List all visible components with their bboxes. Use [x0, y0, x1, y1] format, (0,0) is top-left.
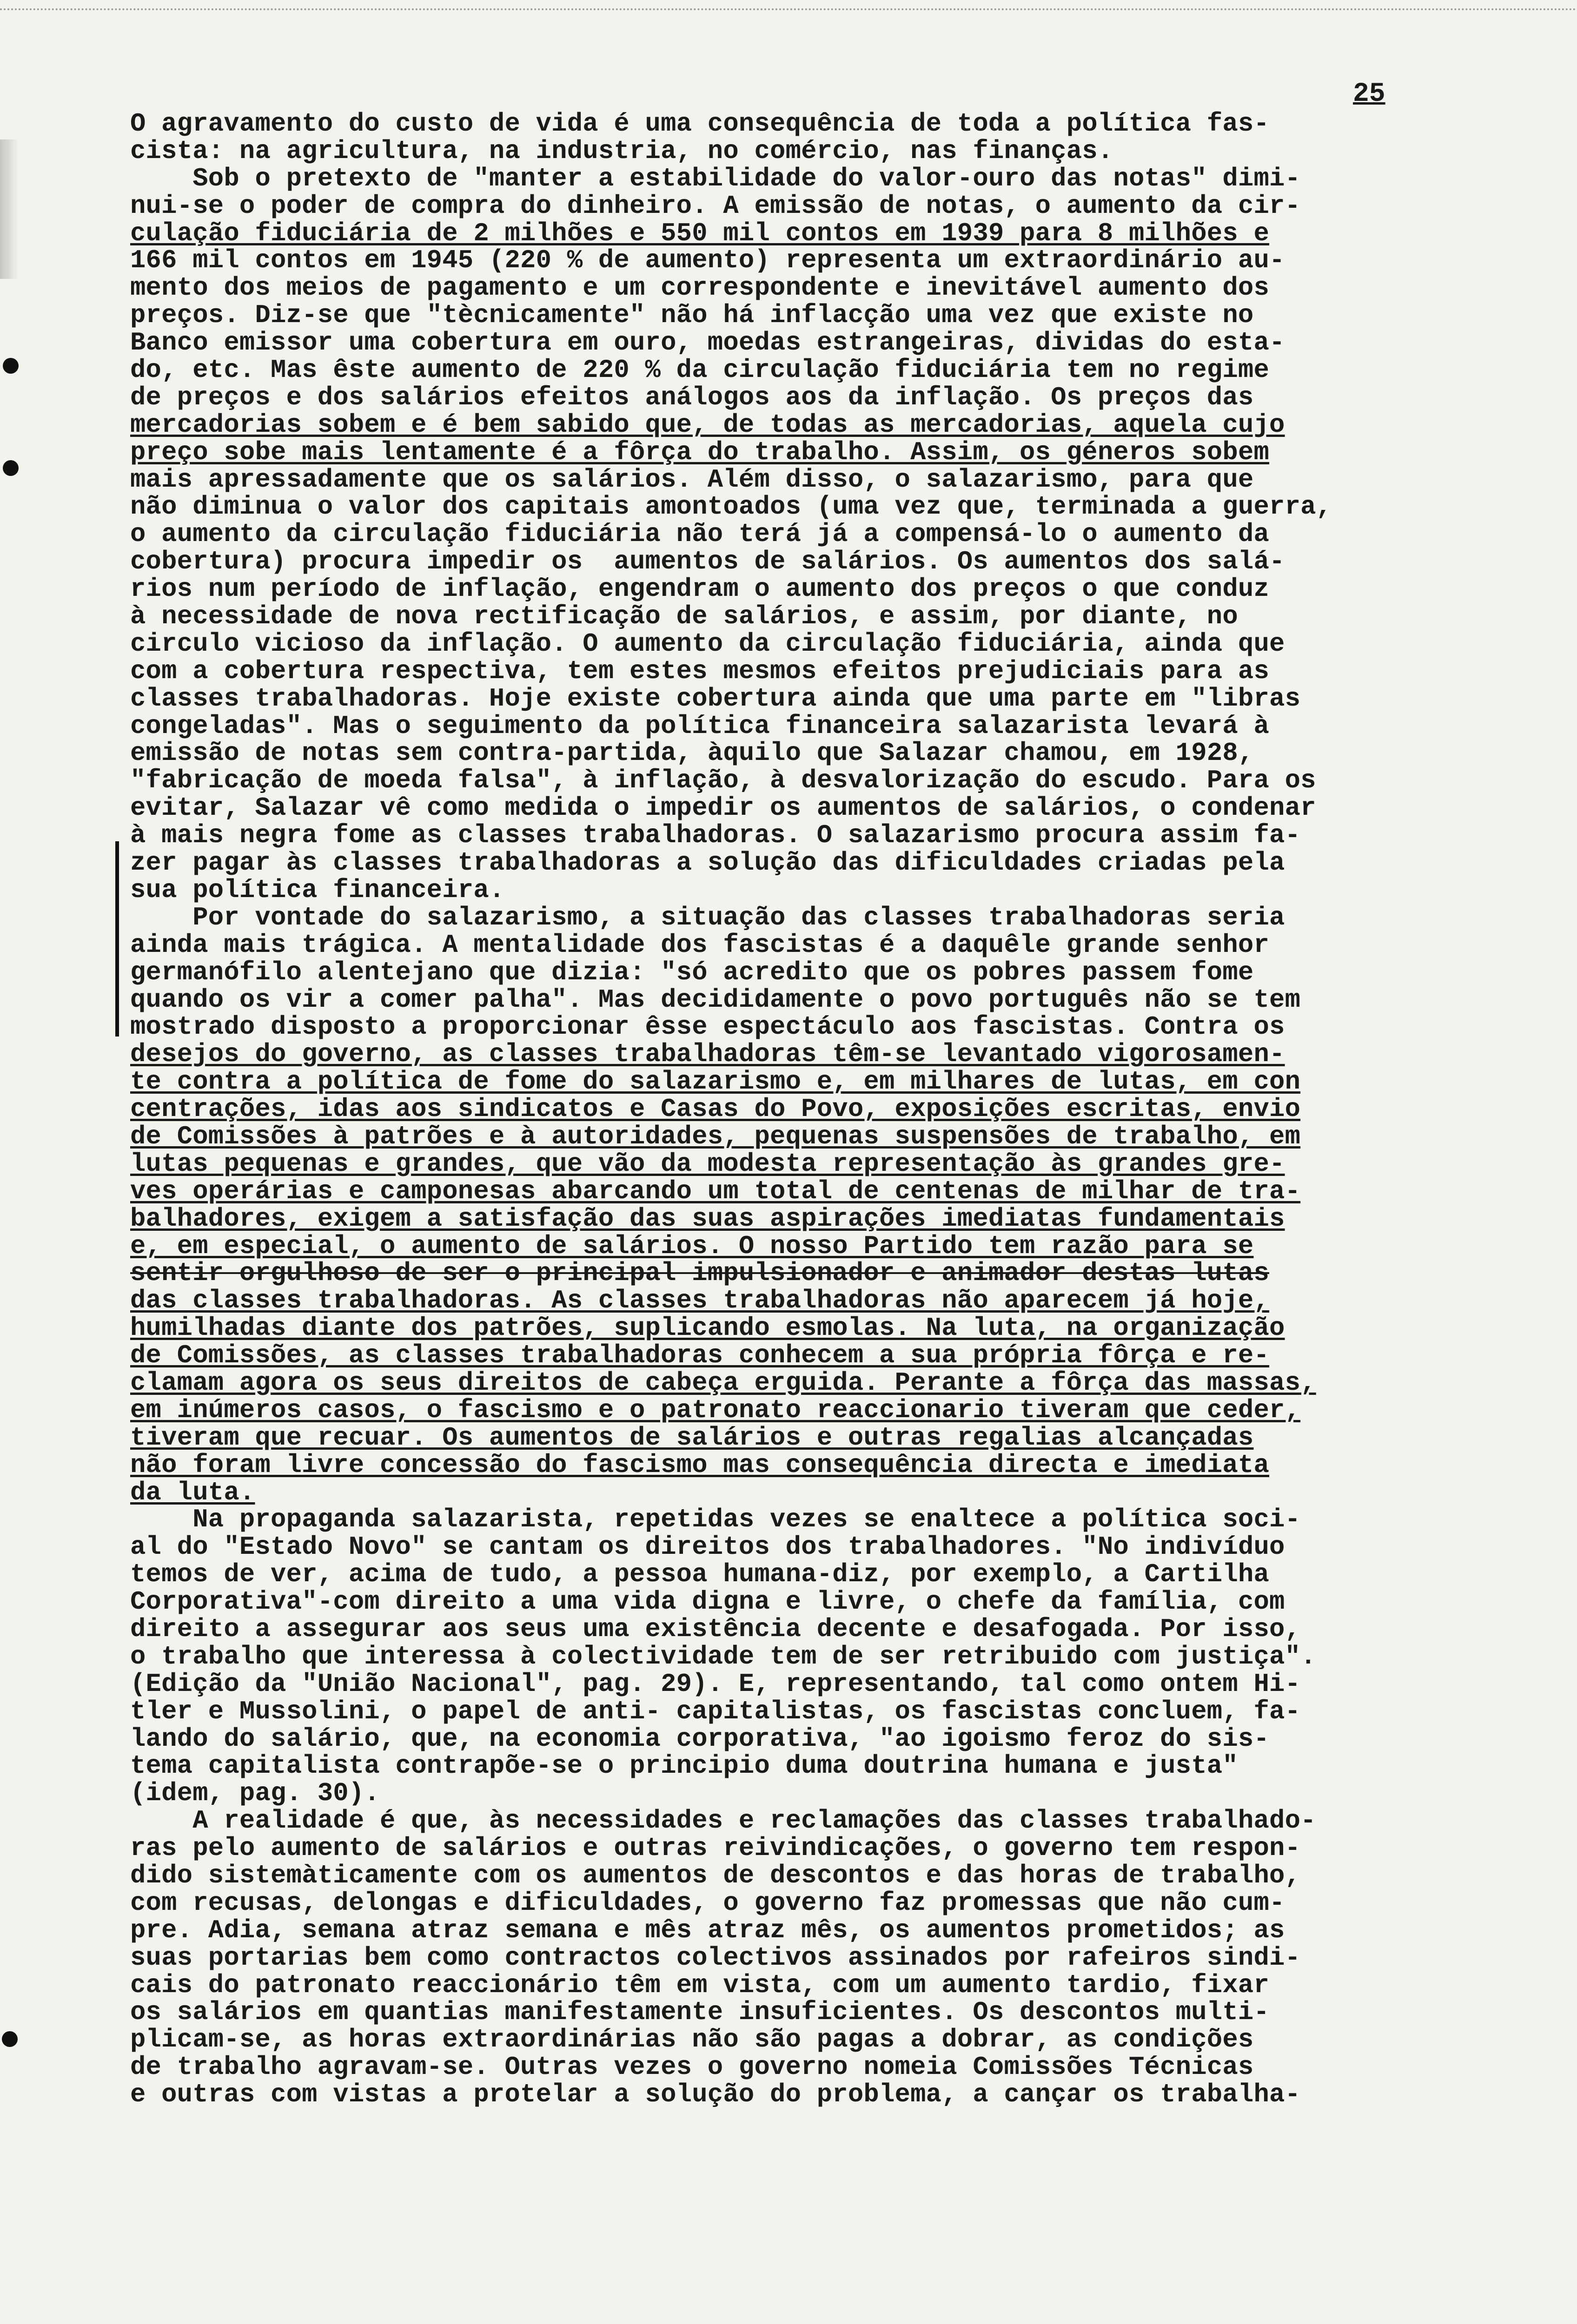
- text-line: sentir orgulhoso de ser o principal impulsionador e animador destas lutas: [130, 1260, 1270, 1288]
- text-line: al do "Estado Novo" se cantam os direitos dos trabalhadores. "No indivíduo: [130, 1534, 1285, 1562]
- text-line: não foram livre concessão do fascismo mas consequência directa e imediata: [130, 1452, 1270, 1479]
- text-line: direito a assegurar aos seus uma existência decente e desafogada. Por isso,: [130, 1616, 1301, 1644]
- text-line: desejos do governo, as classes trabalhadoras têm-se levantado vigorosamen-: [130, 1041, 1285, 1069]
- text-line: circulo vicioso da inflação. O aumento da circulação fiduciária, ainda que: [130, 630, 1285, 658]
- text-line: Corporativa"-com direito a uma vida digna e livre, o chefe da família, com: [130, 1589, 1285, 1616]
- text-line: não diminua o valor dos capitais amontoados (uma vez que, terminada a guerra,: [130, 494, 1332, 522]
- text-line: com a cobertura respectiva, tem estes mesmos efeitos prejudiciais para as: [130, 658, 1270, 686]
- text-line: mercadorias sobem e é bem sabido que, de todas as mercadorias, aquela cujo: [130, 411, 1285, 439]
- text-line: o trabalho que interessa à colectividade tem de ser retribuido com justiça".: [130, 1643, 1316, 1671]
- text-line: congeladas". Mas o seguimento da política financeira salazarista levará à: [130, 713, 1270, 740]
- text-line: o aumento da circulação fiduciária não terá já a compensá-lo o aumento da: [130, 521, 1270, 549]
- text-line: e, em especial, o aumento de salários. O nosso Partido tem razão para se: [130, 1233, 1254, 1261]
- text-line: das classes trabalhadoras. As classes trabalhadoras não aparecem já hoje,: [130, 1287, 1270, 1315]
- text-line: (idem, pag. 30).: [130, 1780, 380, 1808]
- text-line: em inúmeros casos, o fascismo e o patronato reaccionario tiveram que ceder,: [130, 1397, 1301, 1425]
- text-line: cista: na agricultura, na industria, no comércio, nas finanças.: [130, 138, 1113, 165]
- text-line: humilhadas diante dos patrões, suplicando esmolas. Na luta, na organização: [130, 1315, 1285, 1343]
- typewritten-text: [130, 111, 1516, 2109]
- text-line: temos de ver, acima de tudo, a pessoa humana-diz, por exemplo, a Cartilha: [130, 1561, 1270, 1589]
- text-line: lando do salário, que, na economia corporativa, "ao igoismo feroz do sis-: [130, 1725, 1270, 1753]
- text-line: da luta.: [130, 1479, 255, 1507]
- text-line: quando os vir a comer palha". Mas decididamente o povo português não se tem: [130, 986, 1301, 1014]
- text-line: com recusas, delongas e dificuldades, o governo faz promessas que não cum-: [130, 1889, 1285, 1917]
- text-line: A realidade é que, às necessidades e reclamações das classes trabalhado-: [130, 1808, 1316, 1835]
- text-line: ras pelo aumento de salários e outras reivindicações, o governo tem respon-: [130, 1835, 1301, 1862]
- text-line: culação fiduciária de 2 milhões e 550 mil contos em 1939 para 8 milhões e: [130, 220, 1270, 248]
- text-line: lutas pequenas e grandes, que vão da modesta representação às grandes gre-: [130, 1150, 1285, 1178]
- text-line: evitar, Salazar vê como medida o impedir os aumentos de salários, o condenar: [130, 795, 1316, 823]
- binder-hole: [3, 358, 19, 374]
- text-line: tler e Mussolini, o papel de anti- capitalistas, os fascistas concluem, fa-: [130, 1698, 1301, 1726]
- scan-edge-smudge: [0, 139, 19, 279]
- text-line: pre. Adia, semana atraz semana e mês atraz mês, os aumentos prometidos; as: [130, 1917, 1285, 1945]
- text-line: e outras com vistas a protelar a solução do problema, a cançar os trabalha-: [130, 2081, 1301, 2109]
- text-line: mento dos meios de pagamento e um correspondente e inevitável aumento dos: [130, 275, 1270, 303]
- text-line: clamam agora os seus direitos de cabeça erguida. Perante a fôrça das massas,: [130, 1369, 1316, 1397]
- text-line: de trabalho agravam-se. Outras vezes o governo nomeia Comissões Técnicas: [130, 2054, 1254, 2082]
- text-line: de Comissões à patrões e à autoridades, pequenas suspensões de trabalho, em: [130, 1123, 1301, 1151]
- binder-hole: [2, 2031, 18, 2047]
- text-line: mostrado disposto a proporcionar êsse espectáculo aos fascistas. Contra os: [130, 1014, 1285, 1042]
- binder-hole: [3, 460, 19, 476]
- text-line: cais do patronato reaccionário têm em vista, com um aumento tardio, fixar: [130, 1972, 1270, 2000]
- text-line: plicam-se, as horas extraordinárias não são pagas a dobrar, as condições: [130, 2027, 1254, 2054]
- text-line: preços. Diz-se que "tècnicamente" não há inflacção uma vez que existe no: [130, 302, 1254, 330]
- text-line: zer pagar às classes trabalhadoras a solução das dificuldades criadas pela: [130, 850, 1285, 877]
- page-number: 25: [1353, 79, 1385, 109]
- text-line: 166 mil contos em 1945 (220 % de aumento) representa um extraordinário au-: [130, 247, 1285, 275]
- text-line: balhadores, exigem a satisfação das suas aspirações imediatas fundamentais: [130, 1205, 1285, 1233]
- text-line: O agravamento do custo de vida é uma consequência de toda a política fas-: [130, 111, 1270, 138]
- text-line: do, etc. Mas êste aumento de 220 % da circulação fiduciária tem no regime: [130, 357, 1270, 384]
- text-line: tiveram que recuar. Os aumentos de salários e outras regalias alcançadas: [130, 1424, 1254, 1452]
- text-line: de Comissões, as classes trabalhadoras conhecem a sua própria fôrça e re-: [130, 1342, 1270, 1370]
- text-line: à necessidade de nova rectificação de salários, e assim, por diante, no: [130, 603, 1238, 631]
- text-line: ainda mais trágica. A mentalidade dos fascistas é a daquêle grande senhor: [130, 931, 1270, 959]
- text-line: Banco emissor uma cobertura em ouro, moedas estrangeiras, dividas do esta-: [130, 330, 1285, 357]
- text-line: preço sobe mais lentamente é a fôrça do trabalho. Assim, os géneros sobem: [130, 439, 1270, 467]
- text-line: cobertura) procura impedir os aumentos de salários. Os aumentos dos salá-: [130, 548, 1285, 576]
- text-line: Na propaganda salazarista, repetidas vezes se enaltece a política soci-: [130, 1506, 1301, 1534]
- text-line: (Edição da "União Nacional", pag. 29). E, representando, tal como ontem Hi-: [130, 1670, 1301, 1698]
- text-line: nui-se o poder de compra do dinheiro. A emissão de notas, o aumento da cir-: [130, 192, 1301, 220]
- text-line: classes trabalhadoras. Hoje existe cobertura ainda que uma parte em "libras: [130, 685, 1301, 713]
- text-line: Sob o pretexto de "manter a estabilidade do valor-ouro das notas" dimi-: [130, 165, 1301, 193]
- text-line: rios num período de inflação, engendram o aumento dos preços o que conduz: [130, 576, 1270, 604]
- text-line: Por vontade do salazarismo, a situação das classes trabalhadoras seria: [130, 904, 1285, 932]
- scan-edge-noise: [0, 8, 1577, 24]
- text-line: à mais negra fome as classes trabalhadoras. O salazarismo procura assim fa-: [130, 822, 1301, 850]
- text-line: os salários em quantias manifestamente insuficientes. Os descontos multi-: [130, 1999, 1270, 2027]
- text-line: mais apressadamente que os salários. Além disso, o salazarismo, para que: [130, 466, 1254, 494]
- text-line: de preços e dos salários efeitos análogos aos da inflação. Os preços das: [130, 384, 1254, 412]
- text-line: te contra a política de fome do salazarismo e, em milhares de lutas, em con: [130, 1069, 1301, 1096]
- text-line: ves operárias e camponesas abarcando um total de centenas de milhar de tra-: [130, 1178, 1301, 1206]
- text-line: centrações, idas aos sindicatos e Casas do Povo, exposições escritas, envio: [130, 1096, 1301, 1123]
- text-line: germanófilo alentejano que dizia: "só acredito que os pobres passem fome: [130, 959, 1254, 987]
- text-line: tema capitalista contrapõe-se o principio duma doutrina humana e justa": [130, 1753, 1238, 1781]
- margin-mark: [115, 841, 119, 1037]
- text-line: suas portarias bem como contractos colectivos assinados por rafeiros sindi-: [130, 1944, 1301, 1972]
- text-line: sua política financeira.: [130, 877, 505, 905]
- text-line: "fabricação de moeda falsa", à inflação, à desvalorização do escudo. Para os: [130, 767, 1316, 795]
- text-line: dido sistemàticamente com os aumentos de descontos e das horas de trabalho,: [130, 1862, 1301, 1890]
- text-line: emissão de notas sem contra-partida, àquilo que Salazar chamou, em 1928,: [130, 740, 1254, 768]
